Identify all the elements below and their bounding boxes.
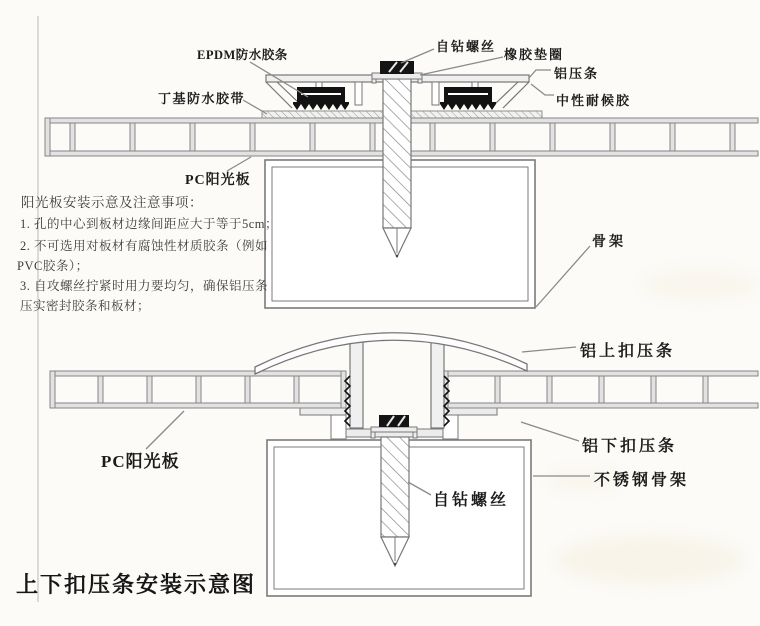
label-upper-buckle-strip: 铝上扣压条 <box>580 343 676 360</box>
bottom-diagram-caption: 上下扣压条安装示意图 <box>16 572 257 597</box>
notes-title: 阳光板安装示意及注意事项： <box>21 195 203 210</box>
label-screw-bottom: 自钻螺丝 <box>433 492 510 509</box>
label-epdm-gasket: EPDM防水胶条 <box>197 48 288 62</box>
notes-line-4: 3. 自攻螺丝拧紧时用力要均匀，确保铝压条 <box>20 279 269 293</box>
label-aluminum-strip: 铝压条 <box>554 66 600 81</box>
notes-line-1: 1. 孔的中心到板材边缘间距应大于等于5cm； <box>20 217 279 231</box>
bottom-right-pc-panel <box>443 371 758 408</box>
label-neutral-sealant: 中性耐候胶 <box>556 93 632 108</box>
label-butyl-tape: 丁基防水胶带 <box>158 91 246 106</box>
label-screw-top: 自钻螺丝 <box>436 39 497 54</box>
notes-line-5: 压实密封胶条和板材； <box>20 299 151 313</box>
notes-line-3: PVC胶条）； <box>17 259 89 273</box>
background-tint <box>545 269 760 586</box>
label-pc-panel-top: PC阳光板 <box>185 173 251 188</box>
bottom-left-pc-panel <box>50 371 346 408</box>
label-lower-buckle-strip: 铝下扣压条 <box>582 438 678 455</box>
label-stainless-frame: 不锈钢骨架 <box>594 472 690 489</box>
notes-line-2: 2. 不可选用对板材有腐蚀性材质胶条（例如 <box>20 239 269 253</box>
label-rubber-washer: 橡胶垫圈 <box>504 47 565 62</box>
bottom-upper-cap-arch <box>255 333 527 374</box>
bottom-lower-cap-channel <box>345 341 449 428</box>
label-frame-top: 骨架 <box>592 235 626 250</box>
label-pc-panel-bottom: PC阳光板 <box>101 452 180 471</box>
